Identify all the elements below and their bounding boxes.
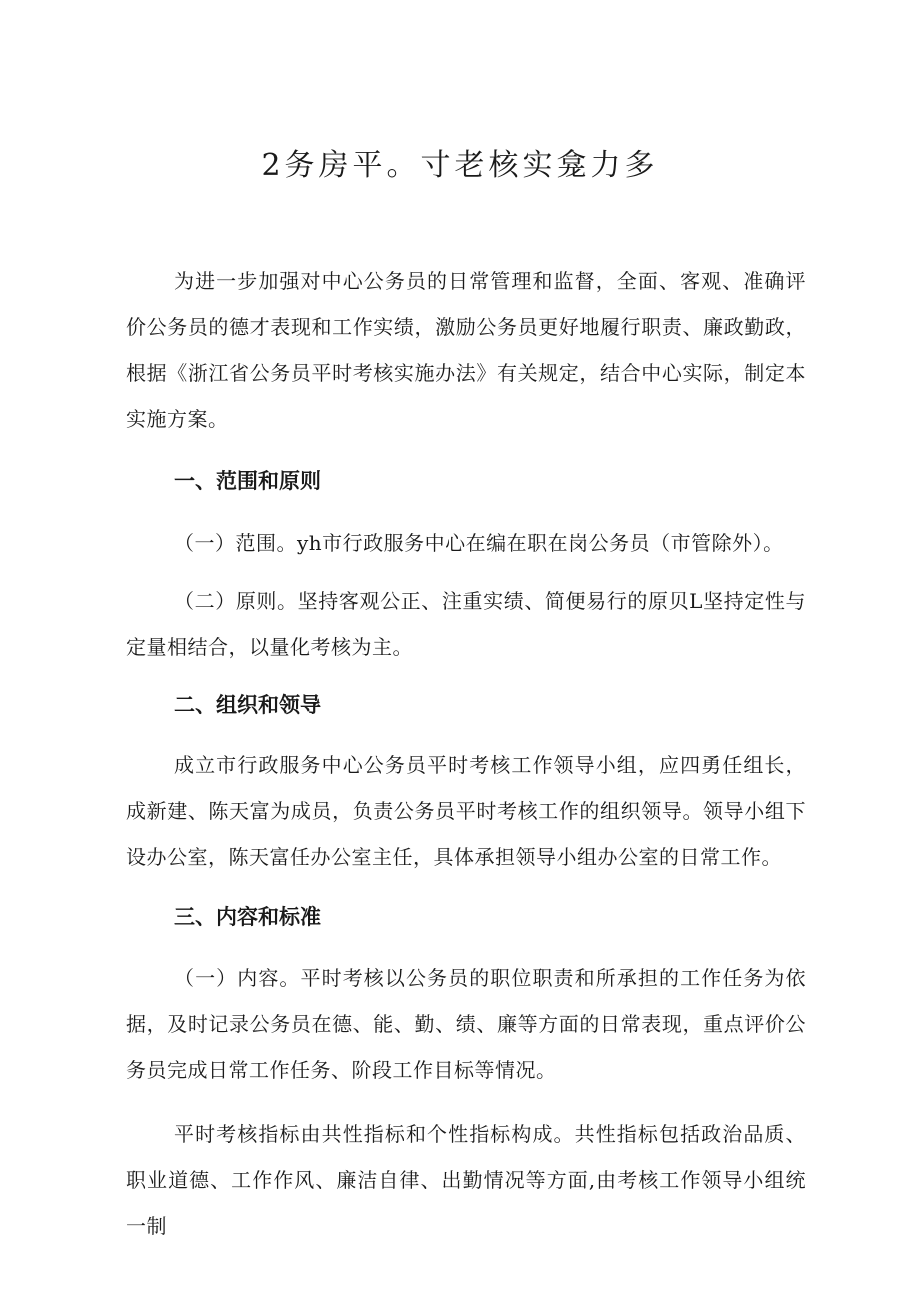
intro-paragraph: 为进一步加强对中心公务员的日常管理和监督，全面、客观、准确评价公务员的德才表现和工作实绩，激励公务员更好地履行职责、廉政勤政，根据《浙江省公务员平时考核实施办法》有关规定，结合中心实际，制定本实施方案。 xyxy=(126,269,806,431)
paragraph-principle: （二）原则。坚持客观公正、注重实绩、简便易行的原贝L坚持定性与定量相结合，以量化考核为主。 xyxy=(126,589,806,659)
section-heading-scope: 一、范围和原则 xyxy=(174,469,321,493)
paragraph-indicators: 平时考核指标由共性指标和个性指标构成。共性指标包括政治品质、职业道德、工作作风、廉洁自律、出勤情况等方面,由考核工作领导小组统一制 xyxy=(126,1122,806,1238)
document-title: 2务房平。寸老核实龛力多 xyxy=(261,148,659,183)
paragraph-organization: 成立市行政服务中心公务员平时考核工作领导小组，应四勇任组长，成新建、陈天富为成员，负责公务员平时考核工作的组织领导。领导小组下设办公室，陈天富任办公室主任，具体承担领导小组办公室的日常工作。 xyxy=(126,753,806,869)
paragraph-content: （一）内容。平时考核以公务员的职位职责和所承担的工作任务为依据，及时记录公务员在德、能、勤、绩、廉等方面的日常表现，重点评价公务员完成日常工作任务、阶段工作目标等情况。 xyxy=(126,966,806,1082)
paragraph-scope: （一）范围。yh市行政服务中心在编在职在岗公务员（市管除外）。 xyxy=(174,531,784,555)
section-heading-organization: 二、组织和领导 xyxy=(174,693,321,717)
section-heading-content: 三、内容和标准 xyxy=(174,905,321,929)
